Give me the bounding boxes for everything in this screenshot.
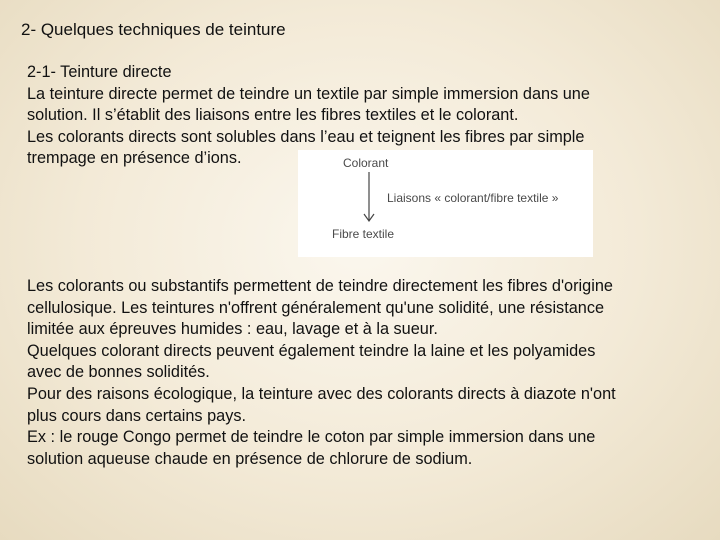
text-line: Les colorants directs sont solubles dans l’eau et teignent les fibres par simple [27,127,585,146]
dye-bond-diagram [298,150,593,257]
diagram-label-bonds: Liaisons « colorant/fibre textile » [387,191,559,205]
text-line: Quelques colorant directs peuvent également teindre la laine et les polyamides [27,341,596,360]
text-line: Pour des raisons écologique, la teinture avec des colorants directs à diazote n'ont [27,384,616,403]
text-line: La teinture directe permet de teindre un textile par simple immersion dans une [27,84,590,103]
text-line: limitée aux épreuves humides : eau, lavage et à la sueur. [27,320,438,339]
section-heading: 2-1- Teinture directe [27,63,172,81]
diagram-label-colorant: Colorant [343,156,389,170]
text-line: solution aqueuse chaude en présence de chlorure de sodium. [27,449,473,468]
text-line: avec de bonnes solidités. [27,363,210,382]
text-line: Ex : le rouge Congo permet de teindre le coton par simple immersion dans une [27,428,596,447]
text-line: solution. Il s’établit des liaisons entre les fibres textiles et le colorant. [27,106,519,125]
slide-title: 2- Quelques techniques de teinture [21,20,286,39]
diagram-label-fiber: Fibre textile [332,227,395,241]
body-paragraph [27,276,707,470]
text-line: plus cours dans certains pays. [27,406,247,425]
text-line: trempage en présence d’ions. [27,149,242,168]
text-line: Les colorants ou substantifs permettent de teindre directement les fibres d'origine [27,277,613,295]
text-line: cellulosique. Les teintures n'offrent généralement qu'une solidité, une résistance [27,298,605,317]
